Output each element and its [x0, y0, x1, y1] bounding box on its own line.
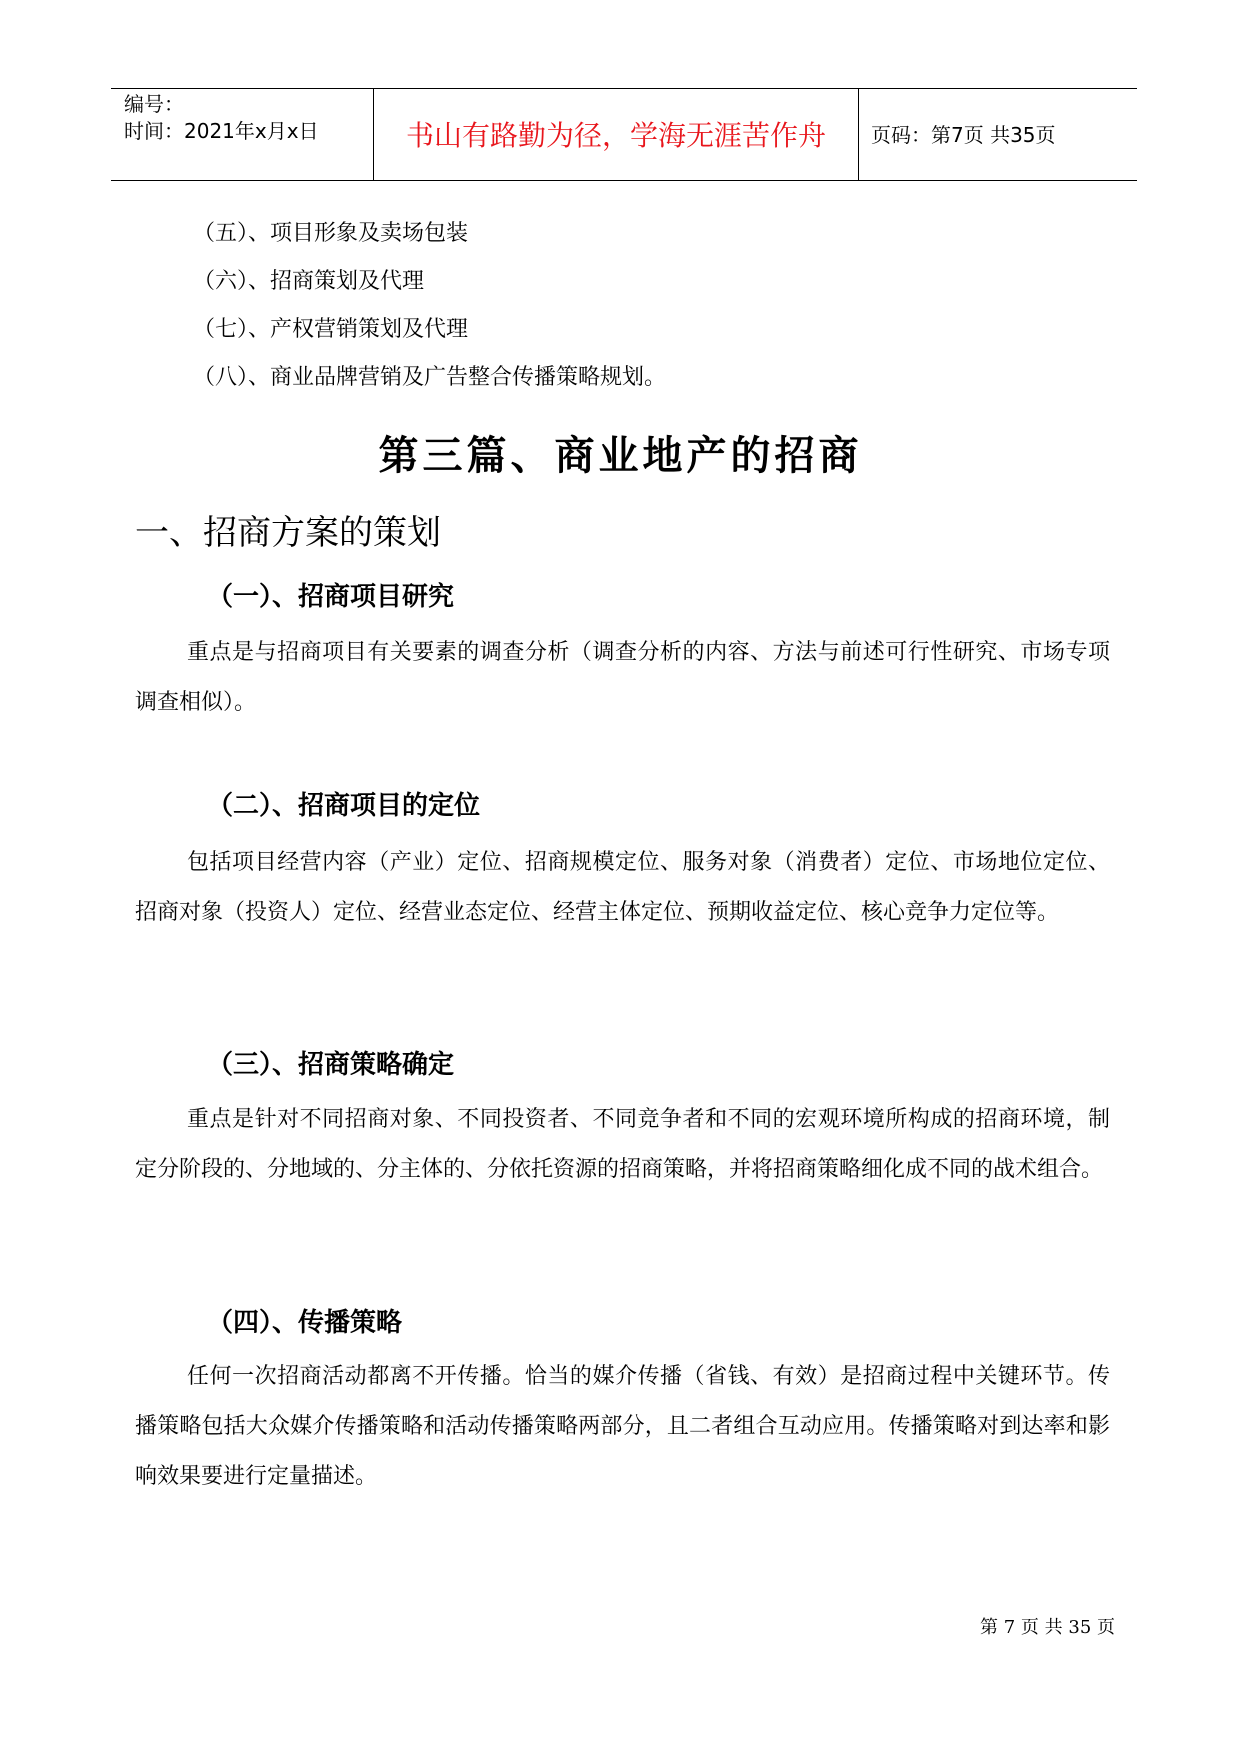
header-motto: 书山有路勤为径，学海无涯苦作舟	[405, 119, 826, 152]
subsection-paragraph: 重点是与招商项目有关要素的调查分析（调查分析的内容、方法与前述可行性研究、市场专项调查相似）。	[135, 640, 1110, 715]
subsection-title: （一）、招商项目研究	[207, 582, 455, 612]
header-page-info: 页码：第7页 共35页	[871, 123, 1056, 147]
header-left-cell	[111, 89, 373, 180]
subsection-paragraph: 任何一次招商活动都离不开传播。恰当的媒介传播（省钱、有效）是招商过程中关键环节。传播策略包括大众媒介传播策略和活动传播策略两部分，且二者组合互动应用。传播策略对到达率和影响效果要进行定量描述。	[135, 1364, 1110, 1489]
document-header	[111, 88, 1137, 181]
toc-item: （六）、招商策划及代理	[193, 269, 425, 294]
chapter-title: 第三篇、商业地产的招商	[378, 433, 863, 479]
subsection-paragraph: 重点是针对不同招商对象、不同投资者、不同竞争者和不同的宏观环境所构成的招商环境，制定分阶段的、分地域的、分主体的、分依托资源的招商策略，并将招商策略细化成不同的战术组合。	[135, 1107, 1110, 1182]
subsection-title: （三）、招商策略确定	[207, 1050, 455, 1080]
document-date: 时间：2021年x月x日	[124, 119, 319, 143]
toc-item: （七）、产权营销策划及代理	[193, 317, 469, 342]
document-number-label: 编号：	[124, 92, 184, 116]
toc-item: （五）、项目形象及卖场包装	[193, 221, 469, 246]
subsection-title: （四）、传播策略	[207, 1308, 403, 1338]
toc-item: （八）、商业品牌营销及广告整合传播策略规划。	[193, 365, 667, 390]
section-title: 一、招商方案的策划	[135, 513, 441, 553]
header-motto-cell	[373, 89, 859, 180]
subsection-title: （二）、招商项目的定位	[207, 791, 481, 821]
subsection-paragraph: 包括项目经营内容（产业）定位、招商规模定位、服务对象（消费者）定位、市场地位定位、招商对象（投资人）定位、经营业态定位、经营主体定位、预期收益定位、核心竞争力定位等。	[135, 850, 1110, 925]
header-page-cell	[859, 89, 1137, 180]
page-footer: 第 7 页 共 35 页	[980, 1617, 1115, 1638]
